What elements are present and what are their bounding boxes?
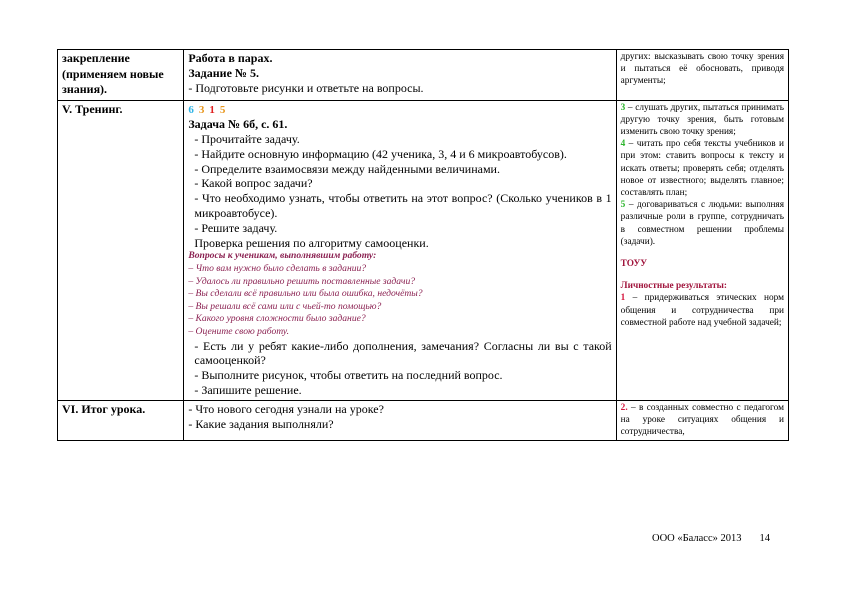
result-number: 4	[620, 139, 626, 150]
content-line: - Выполните рисунок, чтобы ответить на последний вопрос.	[194, 368, 503, 383]
lesson-plan-table	[57, 49, 789, 441]
level-number: 1	[209, 103, 215, 116]
toou-label: ТОУУ	[620, 258, 648, 269]
questions-header: Вопросы к ученикам, выполнявшим работу:	[188, 250, 377, 262]
stage-label: закрепление (применяем новые знания).	[62, 51, 164, 96]
content-line: Работа в парах.	[188, 51, 273, 65]
result-text: – придерживаться этических норм общения и сотрудничества при совместной работе над учебной задачей;	[620, 293, 784, 328]
content-line: - Какие задания выполняли?	[188, 416, 334, 431]
content-line: - Решите задачу.	[194, 220, 278, 235]
content-line: - Определите взаимосвязи между найденными величинами.	[194, 161, 500, 176]
content-line: - Найдите основную информацию (42 ученика, 3, 4 и 6 микроавтобусов).	[194, 146, 567, 161]
result-item	[621, 402, 784, 439]
content-line: - Какой вопрос задачи?	[194, 176, 313, 191]
page-footer	[652, 533, 770, 544]
question-item: – Вы решали всё сами или с чьей-то помощью?	[188, 300, 382, 312]
content-line: - Запишите решение.	[194, 383, 302, 398]
stage-cell	[58, 400, 184, 441]
result-text: – договариваться с людьми: выполняя различные роли в группе, сотрудничать в совместном решении проблемы (задачи).	[620, 200, 784, 247]
level-number: 6	[188, 103, 194, 116]
result-item	[621, 199, 784, 248]
table-row	[58, 100, 789, 400]
result-item	[621, 292, 784, 329]
level-number: 5	[219, 103, 226, 116]
content-line: - Что нового сегодня узнали на уроке?	[188, 401, 384, 416]
question-item: – Оцените свою работу.	[188, 326, 289, 338]
results-cell	[616, 400, 788, 441]
content-cell	[184, 400, 616, 441]
result-text: – читать про себя тексты учебников и при этом: ставить вопросы к тексту и искать ответы; проверять себя; отделять новое от известного; выделять главное; составлять план;	[620, 139, 784, 198]
content-line: - Что необходимо узнать, чтобы ответить на этот вопрос? (Сколько учеников в 1 микроавтобусе).	[194, 191, 612, 221]
table-row	[58, 400, 789, 441]
level-number: 3	[198, 103, 205, 116]
question-item: – Что вам нужно было сделать в задании?	[188, 263, 367, 275]
publisher-label: ООО «Баласс» 2013	[652, 533, 742, 544]
question-item: – Какого уровня сложности было задание?	[188, 313, 366, 325]
result-number: 1	[620, 293, 626, 304]
stage-label: V. Тренинг.	[62, 101, 123, 116]
result-number: 2.	[620, 402, 628, 413]
personal-results-header: Личностные результаты:	[620, 281, 728, 292]
stage-cell	[58, 50, 184, 101]
difficulty-levels	[188, 102, 611, 118]
result-number: 3	[620, 102, 626, 113]
result-item	[621, 138, 784, 199]
task-title: Задача № 6б, с. 61.	[188, 117, 288, 132]
content-cell	[184, 100, 616, 400]
question-item: – Вы сделали всё правильно или была ошибка, недочёты?	[188, 288, 423, 300]
result-text: – в созданных совместно с педагогом на уроке ситуациях общения и сотрудничества,	[620, 402, 784, 438]
content-line: - Подготовьте рисунки и ответьте на вопросы.	[188, 80, 424, 95]
content-cell	[184, 50, 616, 101]
table-row	[58, 50, 789, 101]
result-item	[621, 102, 784, 139]
result-text: – слушать других, пытаться принимать другую точку зрения, быть готовым изменить свою точку зрения;	[620, 102, 784, 137]
content-line: - Есть ли у ребят какие-либо дополнения, замечания? Согласны ли вы с такой самооценкой?	[194, 338, 612, 368]
result-number: 5	[620, 200, 626, 211]
content-line: Задание № 5.	[188, 65, 259, 80]
content-line: - Прочитайте задачу.	[194, 132, 300, 147]
page-number: 14	[759, 533, 771, 544]
stage-label: VI. Итог урока.	[62, 401, 146, 416]
question-item: – Удалось ли правильно решить поставленные задачи?	[188, 275, 416, 287]
result-text: других: высказывать свою точку зрения и пытаться её обосновать, приводя аргументы;	[620, 52, 784, 87]
results-cell	[616, 50, 788, 101]
content-line: Проверка решения по алгоритму самооценки.	[194, 235, 429, 250]
results-cell	[616, 100, 788, 400]
stage-cell	[58, 100, 184, 400]
